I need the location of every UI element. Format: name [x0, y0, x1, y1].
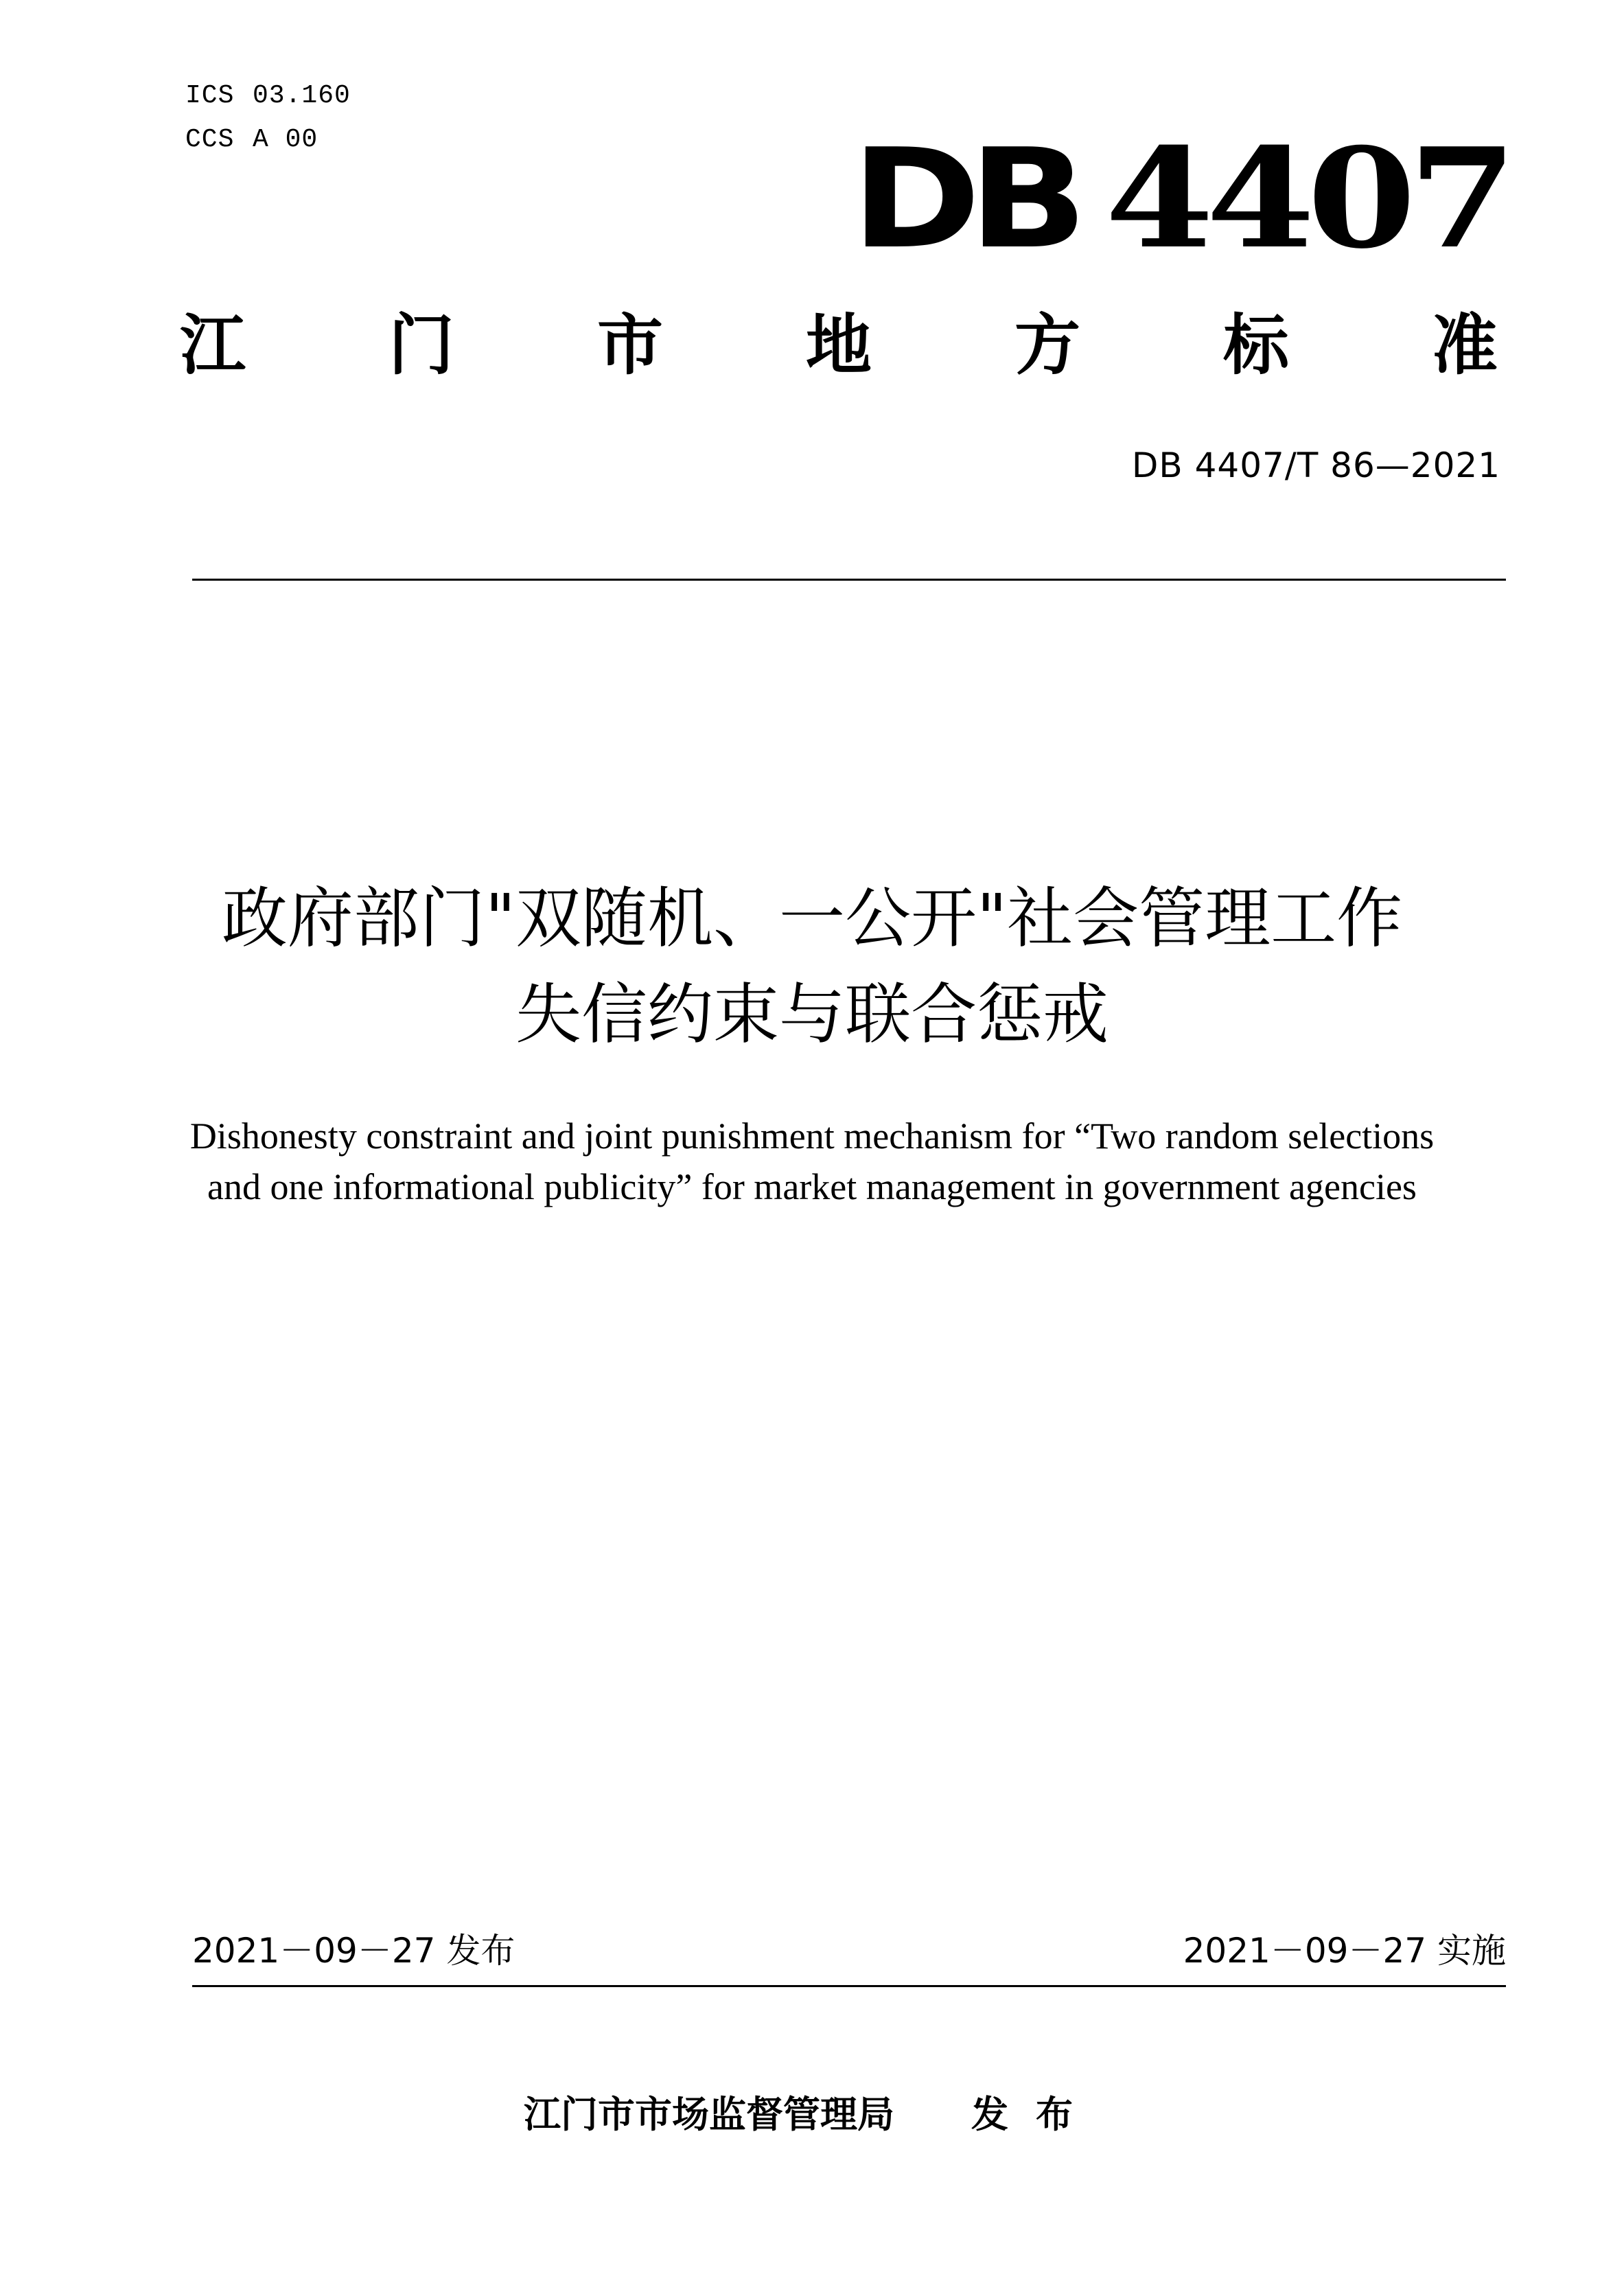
standard-type — [180, 308, 1498, 383]
standard-type-char: 门 — [388, 307, 454, 384]
db-logo-number: 4407 — [1104, 118, 1509, 279]
chinese-title-line-1: 政府部门"双随机、一公开"社会管理工作 — [221, 880, 1403, 957]
ics-value: 03.160 — [253, 81, 351, 111]
standard-type-char: 准 — [1432, 307, 1498, 384]
publisher — [0, 2091, 1624, 2139]
english-title — [103, 1111, 1521, 1212]
db-logo-letters: DB — [851, 119, 1076, 279]
chinese-title — [103, 870, 1521, 1063]
chinese-title-line-2: 失信约束与联合惩戒 — [515, 976, 1109, 1053]
top-divider — [192, 579, 1506, 581]
db-logo — [851, 118, 1509, 279]
ics-label: ICS — [185, 81, 235, 111]
implementation-date: 2021－09－27 实施 — [1183, 1931, 1506, 1971]
standard-type-char: 方 — [1014, 307, 1080, 384]
english-title-line-2: and one informational publicity” for market management in government agencies — [207, 1166, 1417, 1207]
ccs-label: CCS — [185, 125, 235, 154]
ccs-value: A 00 — [253, 125, 318, 154]
ics-line — [185, 74, 351, 118]
standard-type-char: 地 — [806, 307, 872, 384]
standard-type-char: 市 — [597, 307, 663, 384]
standard-number: DB 4407/T 86—2021 — [1131, 445, 1500, 485]
bottom-divider — [192, 1985, 1506, 1987]
publisher-organization: 江门市市场监督管理局 — [524, 2093, 894, 2136]
publisher-action: 发布 — [971, 2093, 1100, 2136]
english-title-line-1: Dishonesty constraint and joint punishment mechanism for “Two random selections — [189, 1115, 1435, 1157]
standard-type-char: 标 — [1223, 307, 1289, 384]
ccs-line — [185, 118, 351, 162]
issue-date: 2021－09－27 发布 — [192, 1931, 515, 1971]
standard-type-char: 江 — [180, 307, 246, 384]
classification-codes — [185, 74, 351, 162]
